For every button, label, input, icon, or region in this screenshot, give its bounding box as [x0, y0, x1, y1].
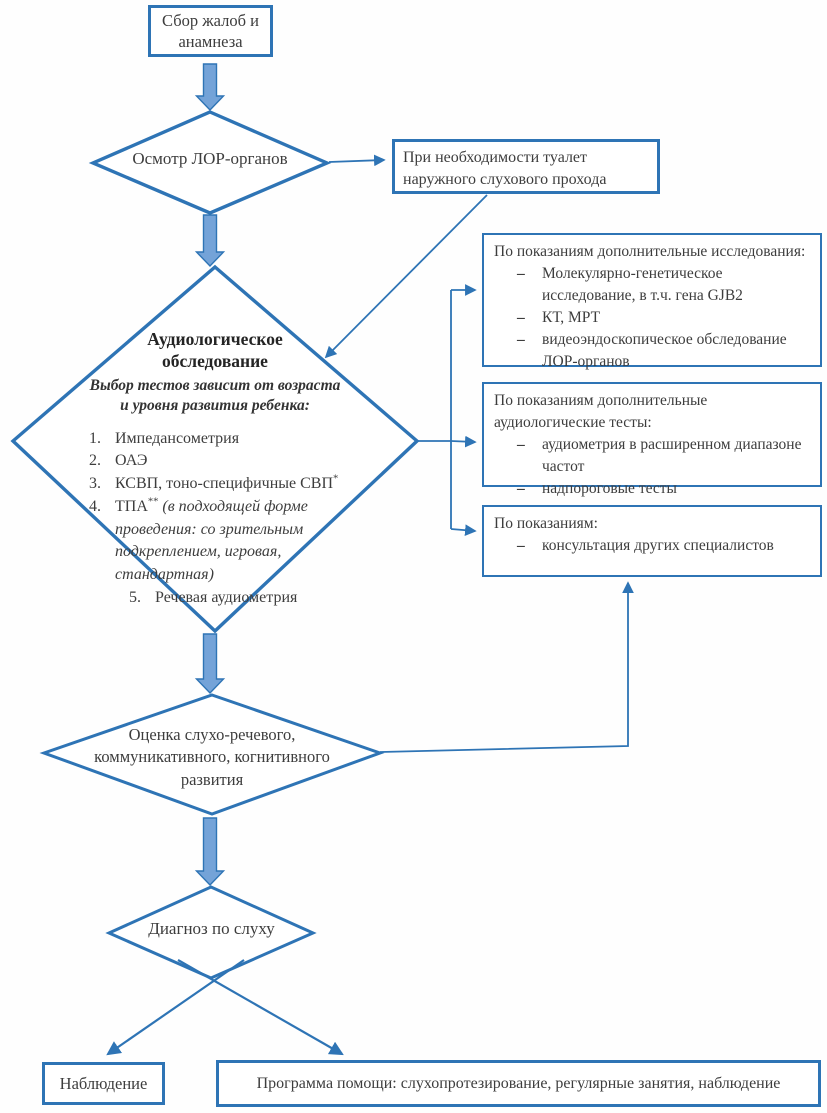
connector-branch-to-consult-box — [451, 529, 475, 531]
block-arrow-start-to-entexam — [197, 64, 224, 110]
consultation-header: По показаниям: — [494, 515, 598, 532]
dash-bullet: – — [517, 309, 525, 326]
program-box — [216, 1060, 821, 1107]
item-text: ОАЭ — [115, 452, 148, 470]
list-item-text: Молекулярно-генетическое исследование, в т.ч. гена GJB2 — [542, 265, 743, 304]
list-item-text: надпороговые тесты — [542, 480, 677, 497]
item-text: Импедансометрия — [115, 429, 240, 447]
audiology-test-list — [64, 428, 366, 610]
list-item — [517, 263, 810, 307]
start-box — [148, 5, 273, 57]
connector-branch-to-audio-tests-box — [451, 441, 475, 442]
connector-diagnosis-to-observation — [108, 960, 244, 1054]
assessment-diamond-label: Оценка слухо-речевого, коммуникативного, когнитивного развития — [94, 725, 330, 789]
audiology-subtitle: Выбор тестов зависит от возраста и уровня развития ребенка: — [89, 376, 341, 415]
item-text: КСВП, тоно-специфичные СВП* — [115, 473, 339, 493]
connector-diagnosis-to-program — [178, 960, 342, 1054]
block-arrow-audiology-to-assessment — [197, 634, 224, 693]
item-number: 3. — [89, 475, 101, 493]
item-number: 4. — [89, 497, 101, 515]
dash-bullet: – — [517, 480, 525, 497]
list-item — [517, 329, 810, 373]
dash-bullet: – — [517, 436, 525, 453]
audiology-title: Аудиологическое обследование — [147, 329, 283, 372]
audiology-test-item — [89, 496, 366, 587]
additional-audio-tests-box — [482, 382, 822, 497]
additional-studies-header: По показаниям дополнительные исследования: — [494, 243, 806, 260]
ear-toilet-box — [392, 139, 660, 194]
ent-exam-diamond-label: Осмотр ЛОР-органов — [132, 149, 288, 168]
list-item — [517, 307, 810, 329]
item-number: 2. — [89, 452, 101, 470]
list-item-text: КТ, МРТ — [542, 309, 601, 326]
audiology-diamond-content — [64, 328, 366, 609]
diagnosis-diamond-label: Диагноз по слуху — [148, 919, 275, 938]
list-item — [517, 535, 810, 557]
program-label: Программа помощи: слухопротезирование, регулярные занятия, наблюдение — [256, 1074, 781, 1092]
connector-entexam-to-toilet — [329, 160, 384, 162]
item-number: 1. — [89, 429, 101, 447]
consultation-box — [482, 505, 822, 577]
connector-audiology-branch-trunk — [417, 290, 451, 529]
item-text: Речевая аудиометрия — [155, 588, 298, 606]
audiology-test-item — [129, 587, 366, 610]
connector-assessment-to-consult-box — [380, 583, 628, 752]
additional-studies-list — [517, 263, 810, 373]
list-item — [517, 478, 810, 500]
list-item-text: видеоэндоскопическое обследование ЛОР-органов — [542, 331, 787, 370]
observation-box — [42, 1062, 165, 1105]
block-arrow-assessment-to-diagnosis — [197, 818, 224, 885]
list-item — [517, 434, 810, 478]
dash-bullet: – — [517, 331, 525, 348]
list-item-text: консультация других специалистов — [542, 537, 774, 554]
list-item-text: аудиометрия в расширенном диапазоне частот — [542, 436, 802, 475]
ear-toilet-label: При необходимости туалет наружного слухового прохода — [403, 149, 607, 189]
consultation-list — [517, 535, 810, 557]
additional-audio-tests-header: По показаниям дополнительные аудиологические тесты: — [494, 392, 708, 431]
audiology-test-item — [89, 473, 366, 496]
block-arrow-entexam-to-audiology — [197, 215, 224, 266]
start-box-label: Сбор жалоб и анамнеза — [162, 10, 259, 51]
audiology-test-item — [89, 428, 366, 451]
dash-bullet: – — [517, 537, 525, 554]
observation-label: Наблюдение — [59, 1073, 148, 1093]
audiology-test-item — [89, 450, 366, 473]
item-number: 5. — [129, 588, 141, 606]
additional-studies-box — [482, 233, 822, 370]
item-text: ТПА** (в подходящей форме проведения: со зрительным подкреплением, игровая, стандартная) — [115, 496, 308, 583]
dash-bullet: – — [517, 265, 525, 282]
additional-audio-tests-list — [517, 434, 810, 500]
